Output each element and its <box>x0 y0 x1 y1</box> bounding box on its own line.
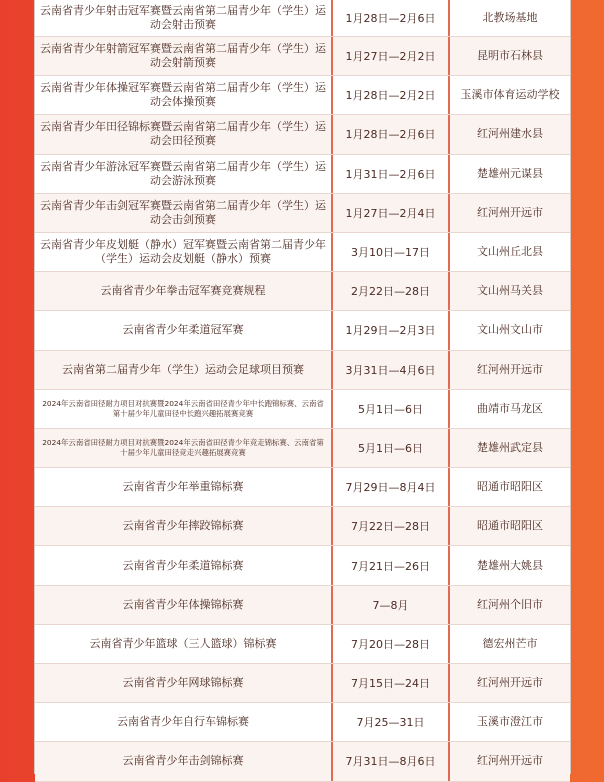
event-name: 云南省青少年皮划艇（静水）冠军赛暨云南省第二届青少年（学生）运动会皮划艇（静水）预赛 <box>40 238 326 266</box>
event-name: 2024年云南省田径耐力项目对抗赛暨2024年云南省田径青少年中长跑锦标赛、云南省第十届少年儿童田径中长跑兴趣拓展赛竞赛 <box>42 398 324 418</box>
event-location: 德宏州芒市 <box>482 636 538 650</box>
event-name: 云南省青少年游泳冠军赛暨云南省第二届青少年（学生）运动会游泳预赛 <box>40 159 326 187</box>
table-row <box>35 468 570 507</box>
table-row <box>35 272 570 311</box>
table-row <box>35 37 570 76</box>
event-date: 7月31日—8月6日 <box>331 742 450 780</box>
table-row <box>35 586 570 625</box>
event-date: 5月1日—6日 <box>331 429 450 467</box>
event-date: 7月25—31日 <box>331 703 450 741</box>
table-row <box>35 429 570 468</box>
table-row <box>35 233 570 272</box>
event-location: 红河州个旧市 <box>477 597 543 611</box>
table-row <box>35 507 570 546</box>
table-row <box>35 194 570 233</box>
event-date: 3月31日—4月6日 <box>331 351 450 389</box>
event-name: 云南省青少年击剑锦标赛 <box>122 754 244 768</box>
event-name: 云南省第二届青少年（学生）运动会足球项目预赛 <box>62 362 304 376</box>
table-row <box>35 703 570 742</box>
table-row <box>35 76 570 115</box>
table-row <box>35 664 570 703</box>
event-name: 云南省青少年网球锦标赛 <box>122 676 244 690</box>
event-location: 红河州开远市 <box>477 362 543 376</box>
event-date: 1月29日—2月3日 <box>331 311 450 349</box>
table-row <box>35 351 570 390</box>
event-location: 北教场基地 <box>482 11 538 24</box>
event-location: 玉溪市澄江市 <box>477 715 543 729</box>
table-row <box>35 546 570 585</box>
event-name: 2024年云南省田径耐力项目对抗赛暨2024年云南省田径青少年竞走锦标赛、云南省第十届少年儿童田径竞走兴趣拓展赛竞赛 <box>42 437 324 457</box>
event-location: 红河州建水县 <box>477 127 543 141</box>
event-date: 1月28日—2月2日 <box>331 76 450 114</box>
event-location: 昭通市昭阳区 <box>477 480 543 494</box>
event-name: 云南省青少年射击冠军赛暨云南省第二届青少年（学生）运动会射击预赛 <box>40 4 326 31</box>
event-date: 2月22日—28日 <box>331 272 450 310</box>
event-name: 云南省青少年射箭冠军赛暨云南省第二届青少年（学生）运动会射箭预赛 <box>40 42 326 70</box>
event-location: 文山州文山市 <box>477 323 543 337</box>
table-row <box>35 625 570 664</box>
event-name: 云南省青少年自行车锦标赛 <box>117 715 249 729</box>
event-location: 红河州开远市 <box>477 676 543 690</box>
event-date: 1月28日—2月6日 <box>331 0 450 36</box>
event-date: 1月27日—2月2日 <box>331 37 450 75</box>
table-row <box>35 115 570 154</box>
table-row <box>35 742 570 781</box>
table-row <box>35 311 570 350</box>
event-name: 云南省青少年举重锦标赛 <box>122 480 244 494</box>
table-row <box>35 390 570 429</box>
event-date: 7月15日—24日 <box>331 664 450 702</box>
event-location: 楚雄州元谋县 <box>477 166 543 180</box>
event-name: 云南省青少年篮球（三人篮球）锦标赛 <box>89 636 277 650</box>
event-location: 昆明市石林县 <box>477 49 543 63</box>
event-location: 昭通市昭阳区 <box>477 519 543 533</box>
event-date: 3月10日—17日 <box>331 233 450 271</box>
event-name: 云南省青少年击剑冠军赛暨云南省第二届青少年（学生）运动会击剑预赛 <box>40 198 326 226</box>
event-date: 1月27日—2月4日 <box>331 194 450 232</box>
event-location: 楚雄州大姚县 <box>477 558 543 572</box>
event-location: 文山州马关县 <box>477 284 543 298</box>
event-location: 红河州开远市 <box>477 205 543 219</box>
event-name: 云南省青少年拳击冠军赛竞赛规程 <box>100 284 266 298</box>
event-name: 云南省青少年柔道锦标赛 <box>122 558 244 572</box>
event-name: 云南省青少年体操锦标赛 <box>122 597 244 611</box>
table-row <box>35 155 570 194</box>
event-name: 云南省青少年田径锦标赛暨云南省第二届青少年（学生）运动会田径预赛 <box>40 120 326 148</box>
event-location: 曲靖市马龙区 <box>477 401 543 415</box>
event-location: 楚雄州武定县 <box>477 440 543 454</box>
event-location: 红河州开远市 <box>477 754 543 768</box>
event-date: 1月31日—2月6日 <box>331 155 450 193</box>
event-date: 7月29日—8月4日 <box>331 468 450 506</box>
event-date: 5月1日—6日 <box>331 390 450 428</box>
event-date: 7—8月 <box>331 586 450 624</box>
event-name: 云南省青少年摔跤锦标赛 <box>122 519 244 533</box>
event-name: 云南省青少年柔道冠军赛 <box>122 323 244 337</box>
competition-schedule-table <box>34 0 571 774</box>
table-row <box>35 0 570 37</box>
event-date: 7月20日—28日 <box>331 625 450 663</box>
event-location: 玉溪市体育运动学校 <box>460 88 560 102</box>
event-date: 1月28日—2月6日 <box>331 115 450 153</box>
event-name: 云南省青少年体操冠军赛暨云南省第二届青少年（学生）运动会体操预赛 <box>40 81 326 109</box>
event-date: 7月22日—28日 <box>331 507 450 545</box>
event-date: 7月21日—26日 <box>331 546 450 584</box>
event-location: 文山州丘北县 <box>477 245 543 259</box>
